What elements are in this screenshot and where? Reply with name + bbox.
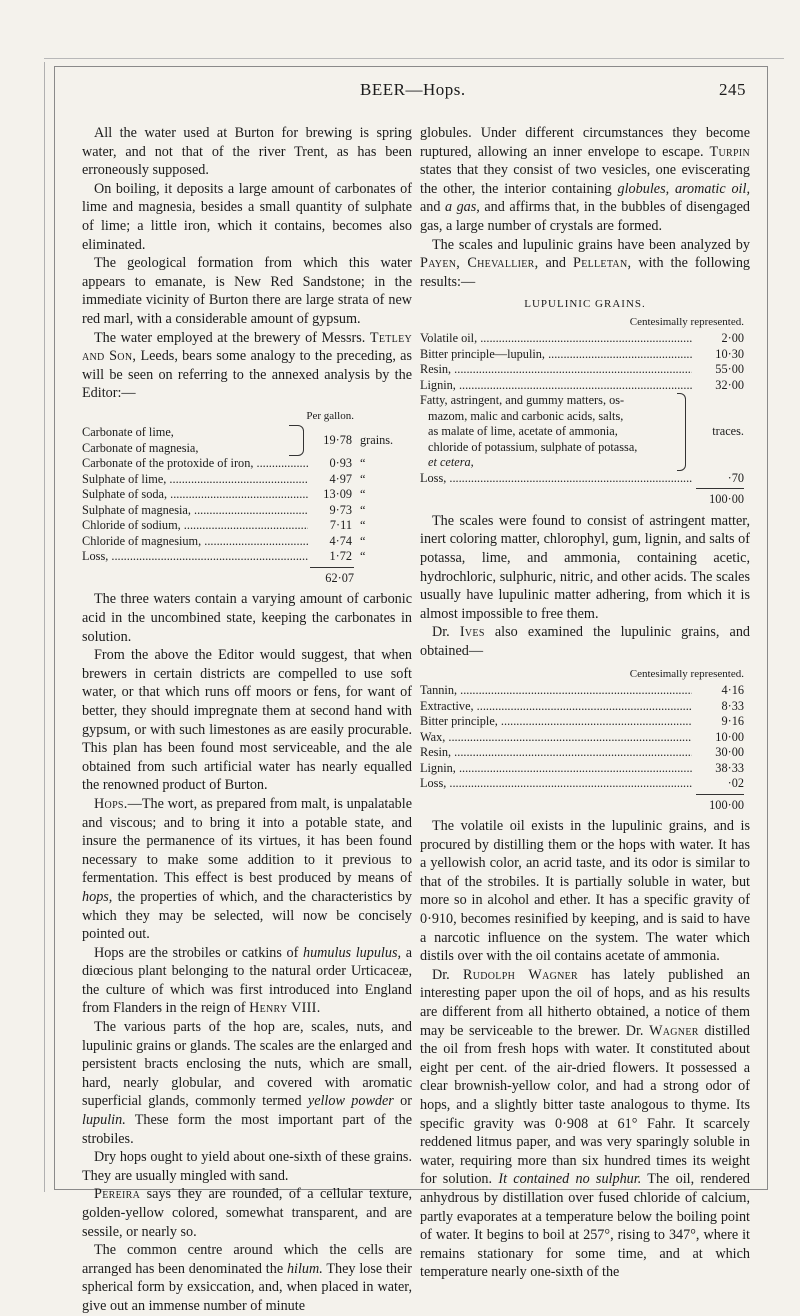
ives-analysis-table [420, 667, 750, 814]
table-row: Sulphate of magnesia, ..... 9·73 “ [82, 503, 412, 519]
table-value: traces. [712, 424, 744, 439]
table-row: Tannin, ..... 4·16 [420, 683, 750, 699]
paragraph: The scales and lupulinic grains have been analyzed by Payen, Chevallier, and Pelletan, with the following results:— [420, 236, 751, 290]
table-row: Carbonate of the protoxide of iron, ..... 0·93 “ [82, 456, 412, 472]
paragraph: Dr. Ives also examined the lupulinic grains, and obtained— [420, 624, 751, 659]
paragraph: All the water used at Burton for brewing is spring water, and not that of the river Trent, as has been erroneously supposed. [82, 125, 412, 179]
table-row: Loss, ..... 1·72 “ [82, 549, 412, 565]
paragraph: On boiling, it deposits a large amount of carbonates of lime and magnesia, besides a small quantity of sulphate of lime; a little iron, which it contains, becomes also eliminated. [82, 180, 412, 253]
table-row-label: Carbonate of magnesia, [82, 440, 199, 455]
paragraph: Dry hops ought to yield about one-sixth of these grains. They are usually mingled with sand. [82, 1149, 412, 1184]
table-row: Sulphate of lime, ..... 4·97 “ [82, 472, 412, 488]
paragraph: The common centre around which the cells are arranged has been denominated the hilum. They lose their spherical form by exsiccation, and, when placed in water, give out an immense number of minute [82, 1242, 412, 1314]
paragraph: Hops are the strobiles or catkins of humulus lupulus, a diœcious plant belonging to the natural order Urticaceæ, the culture of which was first introduced into England from Flanders in the reign of Henry VIII. [82, 944, 412, 1017]
table-row: Loss, ..... ·70 [420, 471, 750, 487]
brace [289, 425, 304, 456]
page-number: 245 [719, 80, 746, 99]
page-edge-top [44, 58, 784, 59]
table-unit-header: Centesimally represented. [629, 315, 744, 328]
person-name: Tetley and Son, [82, 329, 412, 365]
total-rule [696, 488, 744, 489]
page-header [60, 76, 760, 106]
lupulinic-grains-table [420, 297, 750, 508]
table-row: Wax, ..... 10·00 [420, 730, 750, 746]
total-rule [696, 794, 744, 795]
paragraph: Dr. Rudolph Wagner has lately published an interesting paper upon the oil of hops, and as his results are different from all hitherto obtained, a notice of them may be serviceable to the brewer. Dr. Wagner distilled the oil from fresh hops with water. It constituted about eight per cent. of the air-dried flowers. It possessed a clear brownish-yellow color, and had a strong odor of hops, and a slightly bitter taste analogous to thyme. Its specific gravity was 0·908 at 61° Fahr. It scarcely reddened litmus paper, and was very sparingly soluble in water, requiring more than six hundred times its weight for solution. It contained no sulphur. The oil, rendered anhydrous by distillation over fused chloride of calcium, partly evaporates at a temperature below the boiling point of water. It begins to boil at 257°, rising to 347°, where it remains stationary for some time, and at which temperature nearly one-sixth of the [420, 966, 751, 1281]
total-rule [310, 567, 354, 568]
table-row: Resin, ..... 30·00 [420, 745, 750, 761]
page-edge-left [44, 62, 45, 1192]
table-row: Volatile oil, ..... 2·00 [420, 331, 750, 347]
brace [677, 393, 686, 471]
table-row: Lignin, ..... 32·00 [420, 378, 750, 394]
table-value: 19·78 [323, 433, 352, 448]
table-row: Loss, ..... ·02 [420, 776, 750, 792]
table-group-row: Fatty, astringent, and gummy matters, os- mazom, malic and carbonic acids, salts, as malate of lime, acetate of ammonia, chloride of potassium, sulphate of potassa, et cetera, traces. [420, 393, 750, 471]
table-group-row [82, 425, 412, 456]
left-column [82, 124, 412, 1316]
paragraph: Hops.—The wort, as prepared from malt, is unpalatable and viscous; and to bring it into a potable state, and insure the permanence of its virtues, it has been found necessary to make some addition to it previous to fermentation. This effect is best produced by means of hops, the properties of which, and the characteristics by which they may be selected, will now be concisely pointed out. [82, 795, 413, 943]
table-row-label: Carbonate of lime, [82, 425, 174, 440]
table-unit-header: Per gallon. [306, 409, 354, 422]
paragraph: Pereira says they are rounded, of a cellular texture, golden-yellow colored, somewhat transparent, and are sessile, or nearly so. [82, 1186, 412, 1240]
table-row: Resin, ..... 55·00 [420, 362, 750, 378]
paragraph: The volatile oil exists in the lupulinic grains, and is procured by distilling them or the hops with water. It has a yellowish color, an acrid taste, and its odor is similar to that of the strobiles. It is partially soluble in water, but more so in alcohol and ether. It has a specific gravity of 0·910, becomes resinified by keeping, and is said to have a narcotic influence on the system. The water which distils over with the oil contains acetate of ammonia. [420, 818, 750, 965]
table-total: 62·07 [325, 570, 354, 585]
paragraph: The three waters contain a varying amount of carbonic acid in the uncombined state, keeping the carbonates in solution. [82, 591, 412, 645]
paragraph: globules. Under different circumstances they become ruptured, allowing an inner envelope to escape. Turpin states that they consist of two vesicles, one eviscerating the other, the interior containing globules, aromatic oil, and a gas, and affirms that, in the bubbles of disengaged gas, a large number of crystals are formed. [420, 125, 751, 234]
paragraph: The scales were found to consist of astringent matter, inert coloring matter, chlorophyl, gum, lignin, and salts of potassa, lime, and ammonia, containing acetic, hydrochloric, sulphuric, nitric, and other acids. The scales usually have lupulinic matter adhering, from which it is almost impossible to free them. [420, 512, 750, 622]
paragraph: From the above the Editor would suggest, that when brewers in certain districts are compelled to use soft water, or that which runs off moors or fens, for want of better, they should impregnate them at second hand with gypsum, or with such limestones as are easily procurable. This plan has been found most serviceable, and the ale obtained from such artificial water has nearly equalled the renowned product of Burton. [82, 647, 412, 794]
running-title: BEER—Hops. [360, 80, 466, 99]
table-unit-header: Centesimally represented. [629, 667, 744, 680]
table-row: Bitter principle, ..... 9·16 [420, 714, 750, 730]
table-row: Chloride of sodium, ..... 7·11 “ [82, 518, 412, 534]
table-total: 100·00 [709, 492, 744, 507]
table-row: Chloride of magnesium, ..... 4·74 “ [82, 534, 412, 550]
table-row: Sulphate of soda, ..... 13·09 “ [82, 487, 412, 503]
paragraph: The various parts of the hop are, scales, nuts, and lupulinic grains or glands. The scales are the enlarged and persistent bracts enclosing the nuts, which are small, hard, nearly globular, and covered with aromatic superficial glands, commonly termed yellow powder or lupulin. These form the most important part of the strobiles. [82, 1019, 412, 1147]
table-row: Bitter principle—lupulin, ..... 10·30 [420, 347, 750, 363]
water-analysis-table [82, 409, 412, 587]
paragraph: The geological formation from which this water appears to emanate, is New Red Sandstone; in the immediate vicinity of Burton there are large strata of new red marl, with a considerable amount of gypsum. [82, 255, 412, 327]
section-head: Hops. [94, 795, 128, 812]
right-column [420, 124, 750, 1282]
table-total: 100·00 [709, 797, 744, 812]
table-row: Lignin, ..... 38·33 [420, 761, 750, 777]
table-unit: grains. [360, 433, 394, 448]
table-row: Extractive, ..... 8·33 [420, 699, 750, 715]
paragraph: The water employed at the brewery of Messrs. Tetley and Son, Leeds, bears some analogy to the preceding, as will be seen on referring to the annexed analysis by the Editor:— [82, 329, 412, 402]
table-caption: LUPULINIC GRAINS. [524, 298, 646, 311]
